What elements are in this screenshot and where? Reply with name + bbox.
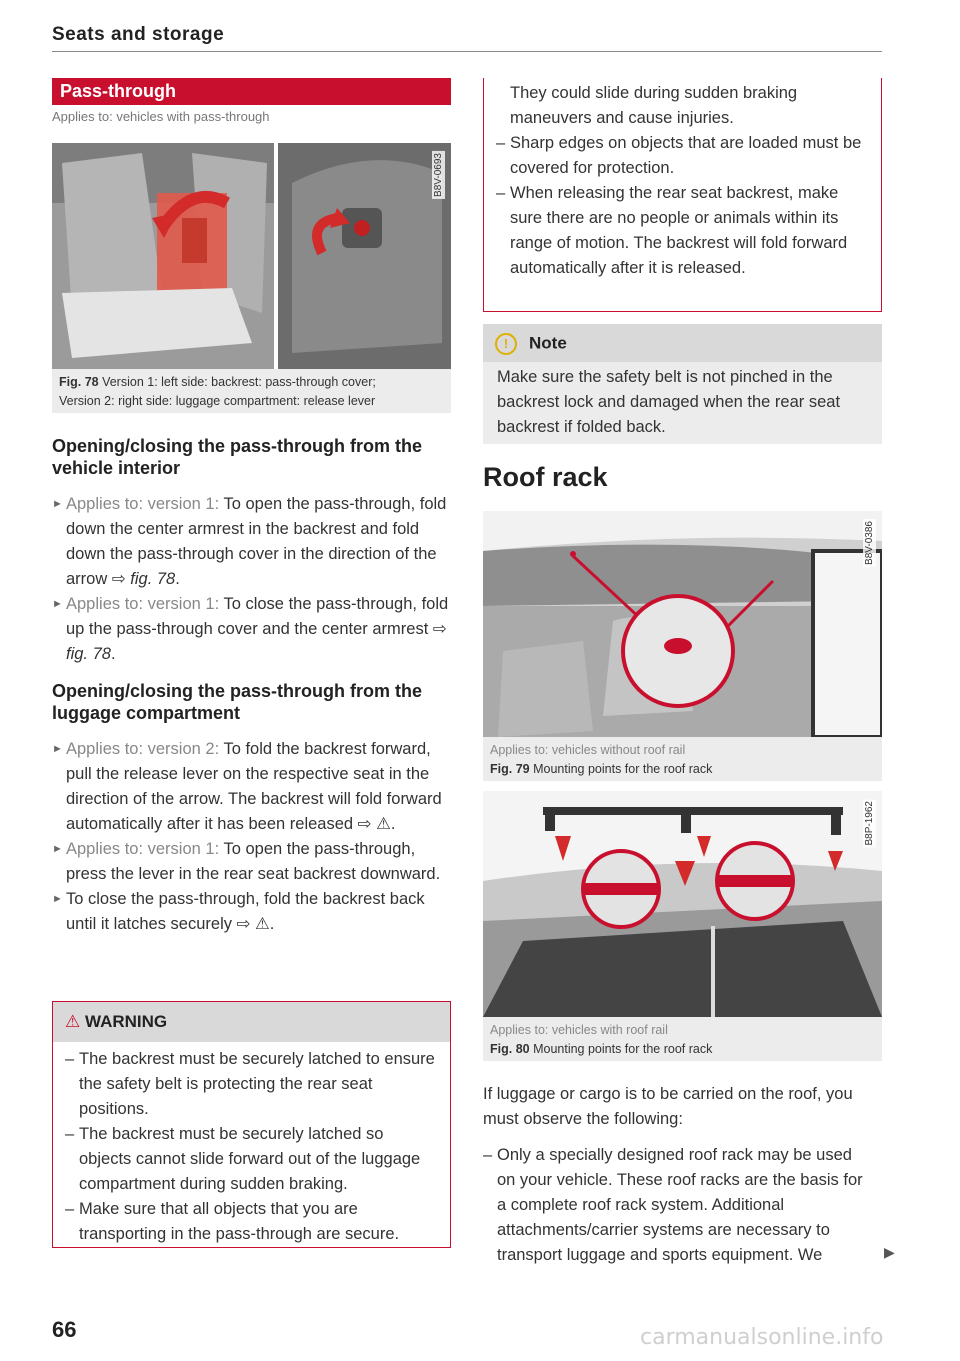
info-icon: ! [495,333,517,355]
warning-icon: ⚠ [65,1012,81,1031]
figure-79-applies: Applies to: vehicles without roof rail [490,743,686,757]
subsection-luggage-list [52,737,451,937]
list-item: – The backrest must be securely latched so objects cannot slide forward out of the luggage compartment during sudden braking. [65,1125,421,1193]
figure-80-applies: Applies to: vehicles with roof rail [490,1023,668,1037]
figure-80-caption [483,1021,882,1059]
warning-continued-box [483,78,882,312]
subsection-luggage-heading: Opening/closing the pass-through from the luggage compartment [52,681,423,723]
warning-continued-list [484,131,881,281]
warning-title: WARNING [84,1012,168,1031]
watermark: carmanualsonline.info [640,1325,884,1350]
figure-80-image [483,791,882,1017]
section-title: Seats and storage [52,24,225,45]
figure-79-code: B8V-0386 [864,521,875,565]
subsection-interior-list [52,492,451,667]
figure-78-label: Fig. 78 [59,375,99,389]
continue-icon: ▶ [884,1244,895,1260]
note-header [483,324,882,362]
figure-80-caption-text: Mounting points for the roof rack [533,1042,713,1056]
page-number: 66 [52,1317,77,1342]
figure-79-caption-text: Mounting points for the roof rack [533,762,713,776]
subsection-interior [52,435,451,667]
subsection-luggage [52,680,451,937]
roof-rack-title: Roof rack [483,462,608,492]
subsection-interior-heading: Opening/closing the pass-through from the vehicle interior [52,436,423,478]
figure-80-label: Fig. 80 [490,1042,530,1056]
list-item: – When releasing the rear seat backrest, make sure there are no people or animals within its range of motion. The backrest will fold forward automatically after it is released. [496,184,848,277]
header-rule [52,51,882,52]
figure-79-label: Fig. 79 [490,762,530,776]
figure-80-code: B8P-1962 [864,801,875,846]
warning-box [52,1001,451,1248]
list-item: – Sharp edges on objects that are loaded must be covered for protection. [496,134,862,177]
roof-rack-intro: If luggage or cargo is to be carried on the roof, you must observe the following: [483,1085,853,1128]
figure-79-image [483,511,882,737]
warning-continued-intro: They could slide during sudden braking maneuvers and cause injuries. [510,84,798,127]
fig-78-ref[interactable]: fig. 78 [130,570,176,588]
list-item: – Make sure that all objects that you are transporting in the pass-through are secure. [65,1200,400,1243]
figure-78-image [52,143,451,369]
figure-78-code: B8V-0693 [433,153,444,197]
note-box [483,324,882,444]
pass-through-applies: Applies to: vehicles with pass-through [52,109,270,124]
list-item: ► Applies to: version 1: To close the pass-through, fold up the pass-through cover and the center armrest ⇨ fig. 78. [52,595,449,663]
figure-79-caption [483,741,882,779]
list-item: ► Applies to: version 1: To open the pass-through, press the lever in the rear seat backrest downward. [52,840,441,883]
list-item: ► Applies to: version 1: To open the pass-through, fold down the center armrest in the backrest and fold down the pass-through cover in the direction of the arrow ⇨ fig. 78. [52,495,447,588]
figure-78 [52,143,451,413]
figure-80 [483,791,882,1061]
figure-79 [483,511,882,781]
list-item: – The backrest must be securely latched to ensure the safety belt is protecting the rear seat positions. [65,1050,435,1118]
note-text: Make sure the safety belt is not pinched in the backrest lock and damaged when the rear seat backrest if folded back. [483,362,882,444]
pass-through-title: Pass-through [52,78,451,105]
warning-header [53,1002,450,1042]
list-item: – Only a specially designed roof rack may be used on your vehicle. These roof racks are the basis for a complete roof rack system. Additional attachments/carrier systems are necessary to transport luggage and sports equipment. We [483,1146,863,1264]
list-item: ► To close the pass-through, fold the backrest back until it latches securely ⇨ ⚠. [52,890,425,933]
pass-through-section [52,78,451,124]
figure-78-caption-line1: Version 1: left side: backrest: pass-through cover; [102,375,376,389]
fig-78-ref[interactable]: fig. 78 [66,645,111,663]
roof-rack-list [483,1143,868,1268]
note-title: Note [529,333,567,353]
figure-78-caption-line2: Version 2: right side: luggage compartment: release lever [59,394,376,408]
warning-list [53,1042,450,1247]
figure-78-caption [52,373,451,411]
list-item: ► Applies to: version 2: To fold the backrest forward, pull the release lever on the respective seat in the direction of the arrow. The backrest will fold forward automatically after it has been released ⇨ ⚠. [52,740,442,833]
